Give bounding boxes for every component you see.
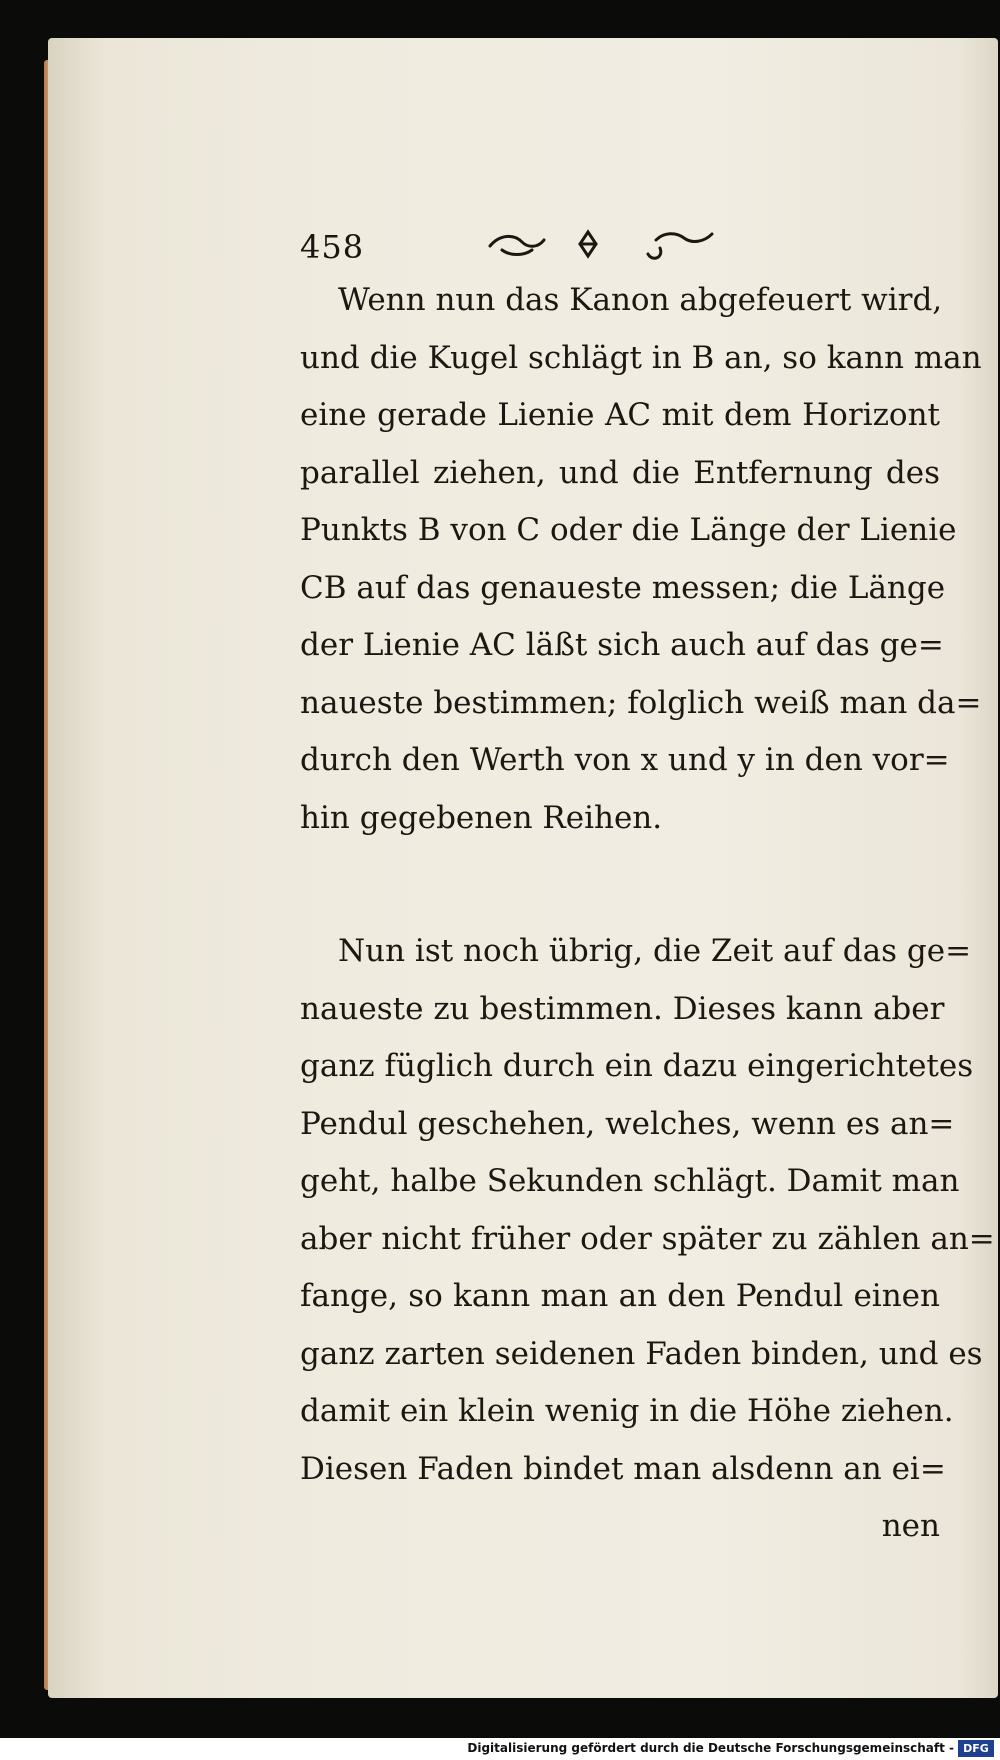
catchword: nen	[881, 1508, 940, 1544]
paragraph-1	[300, 272, 982, 847]
text-line: Punkts B von C oder die Länge der Lienie	[300, 512, 957, 548]
footer-bar	[0, 1738, 1000, 1760]
text-line: und die Kugel schlägt in B an, so kann man	[300, 339, 982, 376]
text-line: naueste zu bestimmen. Dieses kann aber	[300, 990, 945, 1027]
text-line: geht, halbe Sekunden schlägt. Damit man	[300, 1163, 960, 1199]
text-line: damit ein klein wenig in die Höhe ziehen.	[300, 1393, 954, 1429]
text-line: der Lienie AC läßt sich auch auf das ge=	[300, 627, 944, 663]
text-line: hin gegebenen Reihen.	[300, 799, 663, 836]
text-line: eine gerade Lienie AC mit dem Horizont	[300, 397, 940, 433]
text-line: CB auf das genaueste messen; die Länge	[300, 569, 946, 606]
text-line: fange, so kann man an den Pendul einen	[300, 1278, 940, 1314]
page-header	[300, 200, 940, 272]
text-line: aber nicht früher oder später zu zählen an=	[300, 1220, 995, 1257]
paragraph-2	[300, 923, 995, 1556]
dfg-logo: DFG	[958, 1740, 994, 1757]
text-line: Pendul geschehen, welches, wenn es an=	[300, 1105, 955, 1142]
text-line: Wenn nun das Kanon abgefeuert wird,	[338, 282, 943, 318]
text-block	[300, 200, 995, 1556]
text-line: ganz füglich durch ein dazu eingerichtetes	[300, 1048, 974, 1084]
text-line: parallel ziehen, und die Entfernung des	[300, 454, 940, 491]
ornament-vignette	[480, 220, 720, 270]
paragraph-gap	[300, 847, 940, 923]
page-number: 458	[300, 228, 365, 266]
text-line: ganz zarten seidenen Faden binden, und es	[300, 1335, 983, 1372]
text-line: Nun ist noch übrig, die Zeit auf das ge=	[338, 933, 972, 969]
text-line: Diesen Faden bindet man alsdenn an ei=	[300, 1450, 946, 1487]
funding-notice: Digitalisierung gefördert durch die Deutsche Forschungsgemeinschaft -	[467, 1741, 954, 1755]
text-line: naueste bestimmen; folglich weiß man da=	[300, 684, 982, 721]
text-line: durch den Werth von x und y in den vor=	[300, 742, 950, 778]
